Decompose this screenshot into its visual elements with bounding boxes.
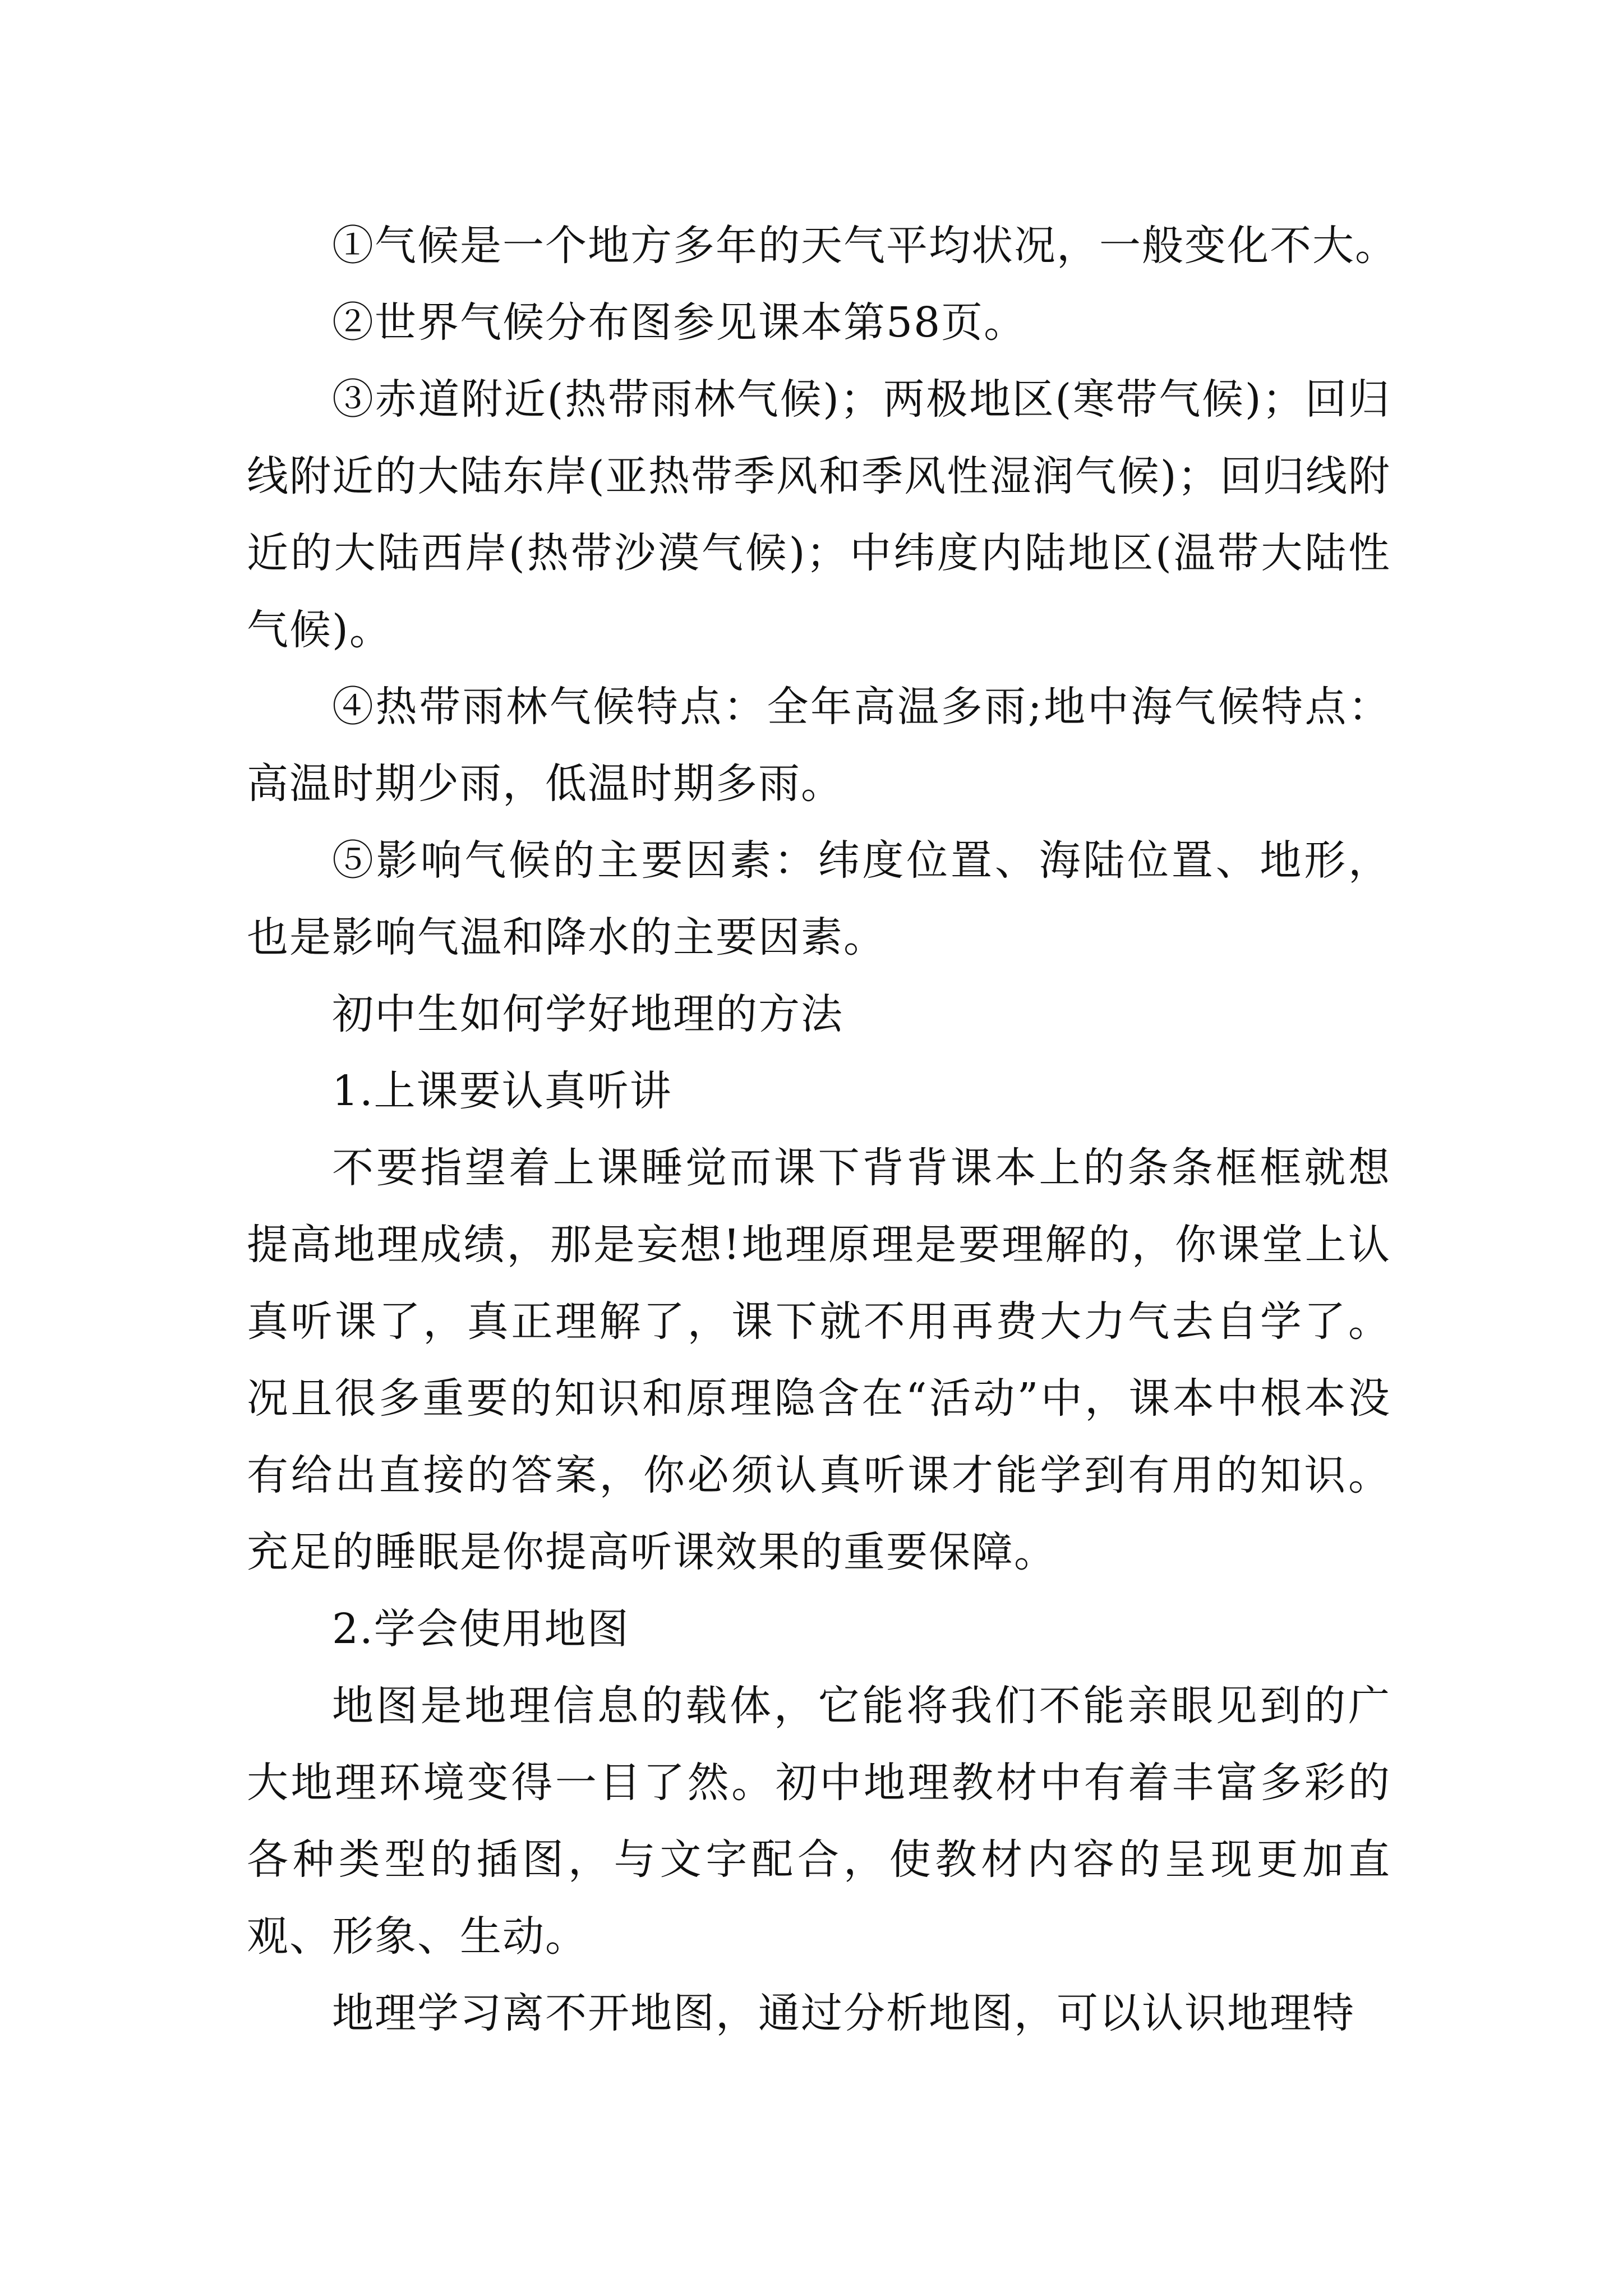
paragraph-climate-distribution: ③赤道附近(热带雨林气候)；两极地区(寒带气候)；回归线附近的大陆东岸(亚热带季风和季风性湿润气候)；回归线附近的大陆西岸(热带沙漠气候)；中纬度内陆地区(温带大陆性气候)。	[247, 375, 1391, 654]
document-page	[247, 208, 1398, 2052]
paragraph-use-maps: 地图是地理信息的载体，它能将我们不能亲眼见到的广大地理环境变得一目了然。初中地理教材中有着丰富多彩的各种类型的插图，与文字配合，使教材内容的呈现更加直观、形象、生动。	[247, 1682, 1391, 1961]
section-heading-study-methods: 初中生如何学好地理的方法	[332, 990, 843, 1038]
paragraph-climate-map: ②世界气候分布图参见课本第58页。	[332, 298, 1027, 347]
paragraph-map-analysis: 地理学习离不开地图，通过分析地图，可以认识地理特	[332, 1989, 1355, 2037]
subheading-use-maps: 2.学会使用地图	[332, 1605, 630, 1653]
paragraph-climate-definition: ①气候是一个地方多年的天气平均状况，一般变化不大。	[332, 222, 1398, 270]
paragraph-climate-features: ④热带雨林气候特点：全年高温多雨;地中海气候特点：高温时期少雨，低温时期多雨。	[247, 683, 1391, 808]
paragraph-listen-in-class: 不要指望着上课睡觉而课下背背课本上的条条框框就想提高地理成绩，那是妄想!地理原理是要理解的，你课堂上认真听课了，真正理解了，课下就不用再费大力气去自学了。况且很多重要的知识和原理隐含在“活动”中，课本中根本没有给出直接的答案，你必须认真听课才能学到有用的知识。充足的睡眠是你提高听课效果的重要保障。	[247, 1144, 1391, 1576]
subheading-listen-in-class: 1.上课要认真听讲	[332, 1067, 672, 1115]
paragraph-climate-factors: ⑤影响气候的主要因素：纬度位置、海陆位置、地形，也是影响气温和降水的主要因素。	[247, 836, 1391, 961]
